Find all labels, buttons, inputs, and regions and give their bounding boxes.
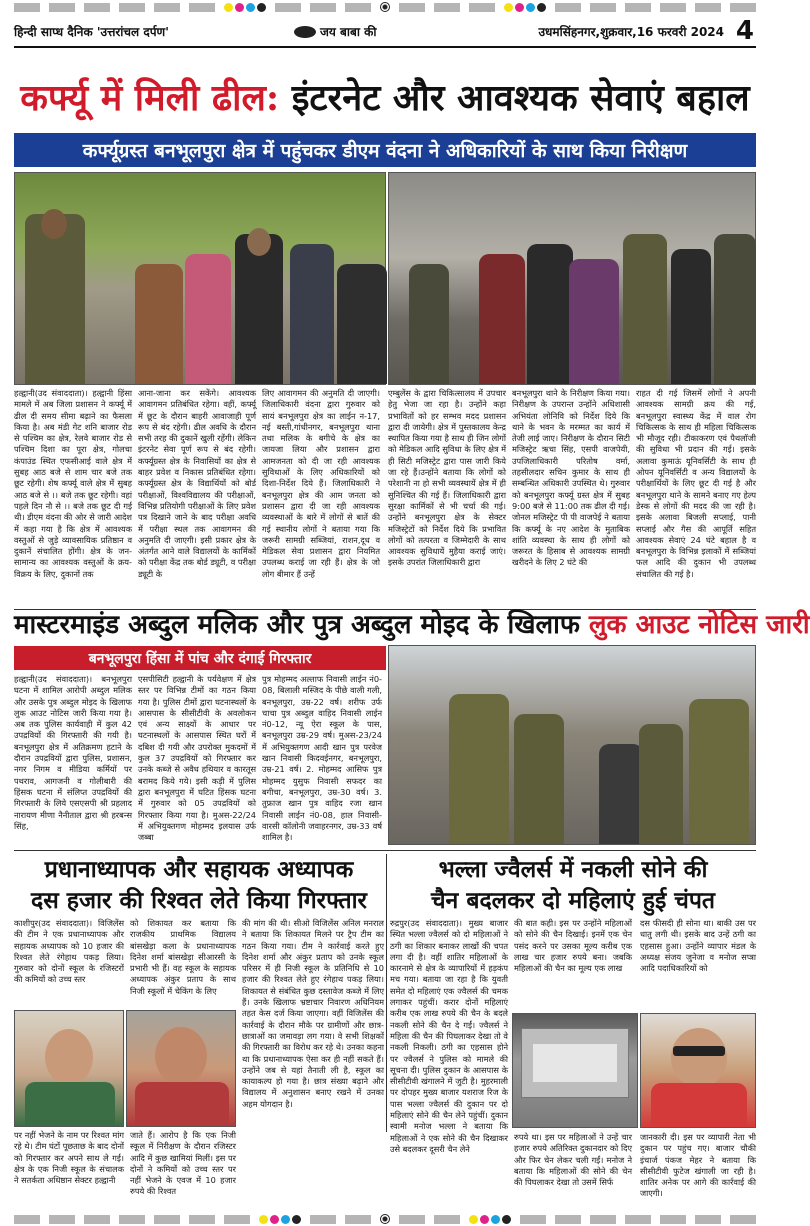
shop-owner-portrait-photo bbox=[640, 1013, 756, 1128]
jewellers-fraud-headline: भल्ला ज्वैलर्स में नकली सोने की चैन बदलकर दो महिलाएं हुई चंपत bbox=[430, 856, 716, 914]
newspaper-name: हिन्दी साप्ध दैनिक 'उत्तरांचल दर्पण' bbox=[14, 24, 169, 39]
registration-mark-icon bbox=[380, 1214, 390, 1224]
lead-body-col-4: एम्बुलेंस के द्वारा चिकित्सालय में उपचार हेतु भेजा जा रहा है। उन्होंने कहा प्रभावितों को हर सम्भव मदद प्रशासन द्वारा दी जायेगी। क्षेत्र में पुस्तकालय केन्द्र स्थापित किया गया है साथ ही जिन लोगों को मेडिकल आदि सुविधा के लिए क्षेत्र में ही सिटी मजिस्ट्रेट द्वारा पास जारी किये जा रहे हैं।उन्होंने बताया कि लोगों को परेशानी ना हो सभी व्यवस्थायें क्षेत्र में ही सुनिश्चित की गई हैं। जिलाधिकारी द्वारा सुरक्षा कार्मिकों से भी चर्चा की गई। उन्होंने बनभूलपुरा क्षेत्र के सेक्टर मजिस्ट्रेटों को निर्देश दिये कि प्रभावित लोगों को तत्परता व जिम्मेदारी के साथ आवश्यक सुविधायें मुहैया कराई जाएं। इसके उपरांत जिलाधिकारी द्वारा bbox=[388, 388, 506, 568]
section-divider bbox=[14, 850, 756, 851]
jewellers-body-col-1: रुद्रपुर(उद संवाददाता)। मुख्य बाजार स्थित भल्ला ज्वैलर्स को दो महिलाओं ने ठगी का शिकार बनाकर लाखों की चपत लगा दी है। वहीं शातिर महिलाओं के कारनामे से क्षेत्र के व्यापारियों में हड़कंप मच गया। बताया जा रहा है कि युवती समेत दो महिलाएं एक ज्वैलर्स की चमक लगाकर पहुंचीं। करार दोनों महिलाएं करीब एक लाख रुपये की चैन के बदले नकली सोने की चैन दे गईं। ज्वैलर्स ने महिला की चैन की पिघलाकर देखा तो वे नकली निकली। ठगी का एहसास होने पर ज्वैलर्स ने पुलिस को मामले की सूचना दी। पुलिस दुकान के आसपास के सीसीटीवी खंगालने में जुटी है। मुहरमाली पर दोपहर मुख्य बाजार यशराज रिज के पास भल्ला ज्वैलर्स की दुकान पर दो महिलाएं सोने की चैन लेने पहुंचीं। दुकान स्वामी मनोज भल्ला ने बताया कि महिलाओं ने एक सोने की चैन दिखाकर उसे बदलकर दूसरी चैन लेने bbox=[390, 918, 508, 1154]
jewellers-body-col-2: की बात कही। इस पर उन्होंने महिलाओं को सोने की चैन दिखाई। इनमें एक चेन पसंद करने पर उसका मूल्य करीब एक लाख चार हजार रुपये बना। जबकि महिलाओं की चैन का मूल्य एक लाख bbox=[514, 918, 632, 974]
bribery-body-col-2: को शिकायत कर बताया कि राजकीय प्राथमिक विद्यालय बांसखेड़ा कला के प्रधानाध्यापक दिनेश शर्मा बांसखेड़ा सीआरसी के प्रभारी भी हैं। वह स्कूल के सहायक अध्यापक अंकुर प्रताप के साथ निजी स्कूलों में चेकिंग के लिए bbox=[130, 918, 236, 996]
column-rule bbox=[386, 854, 387, 1132]
jewellers-body-col-3: दस फीसदी ही सोना था। बाकी उस पर धातु लगी थी। इसके बाद उन्हें ठगी का एहसास हुआ। उन्होंने व्यापार मंडल के अध्यक्ष संजय जुनेजा व मनोज सप्त्रा आदि पदाधिकारियों को bbox=[640, 918, 756, 974]
arrests-body-col-1: हल्द्वानी(उद संवाददाता)। बनभूलपुरा घटना में शामिल आरोपी अब्दुल मलिक और उसके पुत्र अब्दुल मोइद के खिलाफ लुक आउट नोटिस जारी किया गया है। अब तक पुलिस कार्यवाही में कुल 42 उपद्रवियों की गिरफ्तारी की गयी है। बनभूलपुरा क्षेत्र में अतिक्रमण हटाने के दौरान उपद्रवियों द्वारा पुलिस, प्रशासन, नगर निगम व मीडिया कर्मियों पर पथराव, आगजनी व गोलीबारी की हिंसक घटना में संलिप्त उपद्रवियों की गिरफ्तारी के लिये एसएसपी श्री प्रहलाद नारायण मीणा नैनीताल द्वारा श्री हरबन्स सिंह, bbox=[14, 674, 132, 831]
arrests-subheadline: बनभूलपुरा हिंसा में पांच और दंगाई गिरफ्तार bbox=[14, 646, 386, 670]
headmaster-portrait-photo bbox=[14, 1010, 124, 1127]
page-number: 4 bbox=[735, 16, 754, 46]
print-registration-strip bbox=[0, 0, 770, 14]
jewellery-shop-photo bbox=[512, 1013, 638, 1128]
curfew-street-patrol-photo bbox=[388, 645, 756, 845]
dateline: उधमसिंहनगर,शुक्रवार,16 फरवरी 2024 bbox=[538, 24, 724, 39]
lead-subheadline: कर्फ्यूग्रस्त बनभूलपुरा क्षेत्र में पहुंचकर डीएम वंदना ने अधिकारियों के साथ किया निरीक्षण bbox=[14, 133, 756, 167]
assistant-teacher-portrait-photo bbox=[126, 1010, 236, 1127]
lead-body-col-1: हल्द्वानी(उद संवाददाता)। हल्द्वानी हिंसा मामले में अब जिला प्रशासन ने कर्फ्यू में ढील दी समय सीमा बढ़ाने का फैसला किया है। अब मंडी गेट शनि बाजार रोड से पश्चिम का क्षेत्र, रेलवे बाजार रोड से पश्चिम दिशा का पूरा क्षेत्र, गोलचा कंपाउंड स्थित एफसीआई वाले क्षेत्र में सुबह आठ बजे से शाम चार बजे तक छूट रहेगी। शेष कर्फ्यू वाले क्षेत्र में सुबह आठ बजे से ।। बजे तक छूट रहेगी। वहां पहले दिन नौ से ।। बजे तक छूट दी गई थी। डीएम वंदना की ओर से जारी आदेश में कहा गया है कि क्षेत्र में आवश्यक वस्तुओं से जुड़े व्यावसायिक प्रतिष्ठान व दुकानें संचालित होंगी। क्षेत्र के जन-सामान्य का आवश्यक वस्तुओं के क्रय-विक्रय के लिए, दुकानों तक bbox=[14, 388, 132, 579]
page-masthead bbox=[14, 16, 756, 48]
jewellers-body-col-2-cont: रुपये था। इस पर महिलाओं ने उन्हें चार हजार रुपये अतिरिक्त दुकानदार को दिए और फिर चेन लेकर चली गईं। मनोज ने बताया कि महिलाओं की सोने की चेन की पिघलाकर देखा तो उसमें सिर्फ bbox=[514, 1132, 632, 1188]
registration-mark-icon bbox=[380, 2, 390, 12]
arrests-body-col-3: पुत्र मोहम्मद अल्ताफ निवासी लाईन नं0-08, बिलाली मस्जिद के पीछे वाली गली, बनभूलपुरा, उम्र-22 वर्ष। शरीफ उर्फ चाचा पुत्र अब्दुल वाहिद निवासी लाईन नं0-12, न्यू ऐरा स्कूल के पास, बनभूलपुरा उम्र-29 वर्ष। मुअस-23/24 में अभियुक्तगण आदी खान पुत्र परवेज खान निवासी किदवईनगर, बनभूलपुरा, उम्र-21 वर्ष। 2. मोहम्मद आसिफ पुत्र मोहम्मद युसुफ निवासी सफदर का बगीचा, बनभूलपुरा, उम्र-30 वर्ष। 3. तुफ्राज खान पुत्र वाहिद रजा खान निवासी लाईन नं0-08, हाल निवासी-वारसी कॉलोनी जवाहरनगर, उम्र-33 वर्ष शामिल है। bbox=[262, 674, 382, 843]
deity-logo-icon bbox=[294, 26, 316, 38]
bribery-headline: प्रधानाध्यापक और सहायक अध्यापक दस हजार की रिश्वत लेते किया गिरफ्तार bbox=[31, 856, 367, 914]
bribery-body-col-2-cont: जाते हैं। आरोप है कि एक निजी स्कूल में निरीक्षण के दौरान रजिस्टर आदि में कुछ खामियां मिलीं। इस पर दोनों ने कमियों को उच्च स्तर पर नहीं भेजने के एवज में 10 हजार रुपये की रिश्वत bbox=[130, 1130, 236, 1197]
jewellers-body-col-3-cont: जानकारी दी। इस पर व्यापारी नेता भी दुकान पर पहुंच गए। बाजार चौकी इंचार्ज पंकज मेहर ने बताया कि सीसीटीवी फुटेज खंगाली जा रही है। शातिर अनेक पर आगे की कार्रवाई की जाएगी। bbox=[640, 1132, 756, 1199]
dm-inspection-photo-left bbox=[14, 172, 386, 385]
dm-inspection-photo-right bbox=[388, 172, 756, 385]
arrests-body-col-2: एसपीसिटी हल्द्वानी के पर्यवेक्षण में क्षेत्र स्तर पर विभिन्न टीमों का गठन किया गया है। पुलिस टीमों द्वारा घटनास्थलों के आसपास के सीसीटीवी के अवलोकन एवं अन्य साक्ष्यों के आधार पर घटनास्थलों के आसपास स्थित घरों में दबिश दी गयी और उपरोक्त मुकदमों में कुल 37 उपद्रवियों को गिरफ्तार कर उनके कब्जे से अवैध हथियार व कारतूस बरामद किये गये। इसी कड़ी में पुलिस द्वारा बनभूलपुरा में घटित हिंसक घटना में गुरुवार को 05 उपद्रवियों को गिरफ्तार किया गया है। मुअस-22/24 में अभियुक्तगण मोहम्मद इलयास उर्फ जब्बा bbox=[138, 674, 256, 843]
bribery-body-col-3: की मांग की थी। सीओ विजिलेंस अनिल मनराल ने बताया कि शिकायत मिलने पर ट्रैप टीम का गठन किया गया। टीम ने कार्रवाई करते हुए दिनेश शर्मा और अंकुर प्रताप को उनके स्कूल परिसर में ही निजी स्कूल के प्रतिनिधि से 10 हजार की रिश्वत लेते हुए रंगेहाथ पकड़ लिया। शिकायत से संबंधित कुछ दस्तावेज कब्जे में लिए हैं। उनके खिलाफ भ्रष्टाचार निवारण अधिनियम तहत केस दर्ज किया जाएगा। वहीं विजिलेंस की कार्रवाई के दौरान मौके पर ग्रामीणों और छात्र-छात्राओं का जमावड़ा लग गया। वे सभी शिक्षकों की गिरफ्तारी का विरोध कर रहे थे। उनका कहना था कि प्रधानाध्यापक ऐसा कर ही नहीं सकते हैं। उन्होंने जब से यहां तैनाती ली है, स्कूल का कायाकल्प हो गया है। छात्र संख्या बढ़ाने और विद्यालय में अनुशासन बनाए रखने में उनका अहम योगदान है। bbox=[242, 918, 384, 1109]
bribery-body-col-1-cont: पर नहीं भेजने के नाम पर रिश्वत मांग रहे थे। टीम घंटों पूछताछ के बाद दोनों को गिरफ्तार कर अपने साथ ले गई। क्षेत्र के एक निजी स्कूल के संचालक ने सतर्कता अधिष्ठान सेक्टर हल्द्वानी bbox=[14, 1130, 124, 1186]
lead-body-col-6: राहत दी गई जिसमें लोगों ने अपनी आवश्यक सामग्री क्रय की गई, बनभूलपुरा स्वास्थ्य केंद्र में वाल रोग चिकित्सक के साथ ही महिला चिकित्सक भी मौजूद रही। टीकाकरण एवं पैथलॉजी की सुविधा भी प्रदान की गई। इसके अलावा कुमाऊं यूनिवर्सिटी के साथ ही ओपन यूनिवर्सिटी व अन्य विद्यालयों के परीक्षार्थियों के लिए छूट दी गई है और बनभूलपुरा थाने के सामने बनाए गए हेल्प डेस्क से लोगों की मदद की जा रही है। इसके अलावा बिजली सप्लाई, पानी सप्लाई और गैस की आपूर्ति सहित आवश्यक सेवाएं 24 घंटे बहाल है व बनभूलपुरा के विभिन्न इलाकों में सब्जियां फल आदि की दुकान भी उपलब्ध संचालित की गई है। bbox=[636, 388, 756, 579]
lead-body-col-2: आना-जाना कर सकेंगे। आवश्यक आवागमन प्रतिबंधित रहेगा। वहीं, कर्फ्यू में छूट के दौरान बाहरी आवाजाही पूर्ण रूप से बंद रहेगी। ढील अवधि के दौरान सभी तरह की दुकानें खुली रहेंगी। लेकिन इंटरनेट सेवा पूर्ण रूप से बंद रहेगी। कर्फ्यूग्रस्त क्षेत्र के निवासियों का क्षेत्र से बाहर प्रवेश व निकास प्रतिबंधित रहेगा। कर्फ्यूग्रस्त क्षेत्र के विद्यार्थियों को बोर्ड परीक्षाओं, विश्वविद्यालय की परीक्षाओं, विभिन्न प्रतियोगी परीक्षाओं के लिए प्रवेश पत्र दिखाने जाने के बाद परीक्षा अवधि में परीक्षा स्थल तक आवागमन की अनुमति दी जाएगी। इसी प्रकार क्षेत्र के अंतर्गत आने वाले विद्यालयों के कार्मिकों को परीक्षा केंद्र तक बोर्ड ड्यूटी, व परीक्षा ड्यूटी के bbox=[138, 388, 256, 579]
masthead-slogan: जय बाबा की bbox=[254, 23, 496, 40]
lead-body-col-3: लिए आवागमन की अनुमति दी जाएगी। जिलाधिकारी वंदना द्वारा गुरुवार को सायं बनभूलपुरा क्षेत्र का लाईन न-17, नई बस्ती,गांधीनगर, बनभूलपुरा थाना तथा मलिक के बगीचे के क्षेत्र का जायजा लिया और प्रशासन द्वारा आमजनता को दी जा रही आवश्यक सुविधाओं के लिए अधिकारियों को दिशा-निर्देश दिये हैं। जिलाधिकारी ने बनभूलपुरा क्षेत्र की आम जनता को प्रशासन द्वारा दी जा रही आवश्यक व्यवस्थाओं के बारे में लोगों से बातें की गई स्थानीय लोगों ने बताया गया कि जरूरी सामग्री सब्जियां, राशन,दूध व मेडिकल सेवा प्रशासन द्वारा नियमित उपलब्ध कराई जा रही हैं। क्षेत्र के जो लोग बीमार हैं उन्हें bbox=[262, 388, 380, 579]
lead-body-col-5: बनभूलपुरा थाने के निरीक्षण किया गया। निरीक्षण के उपरान्त उन्होंने अधिशासी अभियंता लोनिवि को निर्देश दिये कि थाने के भवन के मरम्मत का कार्य में तेजी लाई जाए। निरीक्षण के दौरान सिटी मजिस्ट्रेट ऋचा सिंह, एसपी वाजपेयी, उपजिलाधिकारी परितोष वर्मा, तहसीलदार सचिन कुमार के साथ ही सम्बन्धित अधिकारी उपस्थित थे। गुरुवार को बनभूलपुरा कर्फ्यू ग्रस्त क्षेत्र में सुबह 9:00 बजे से 11:00 तक ढील दी गई। जोनल मजिस्ट्रेट पी पी वाजपेई ने बताया कि कर्फ्यू के नए आदेश के मुताबिक शांति व्यवस्था के साथ ही लोगों को जरूरत के हिसाब से आवश्यक सामग्री खरीदने के लिए 2 घंटे की bbox=[512, 388, 630, 568]
lead-headline: कर्फ्यू में मिली ढील: इंटरनेट और आवश्यक सेवाएं बहाल bbox=[20, 77, 750, 119]
bribery-body-col-1: काशीपुर(उद संवाददाता)। विजिलेंस की टीम ने एक प्रधानाध्यापक और सहायक अध्यापक को 10 हजार की रिश्वत लेते रंगेहाथ पकड़ लिया। गुरुवार को दोनों स्कूल के रजिस्टरों की कमियों को उच्च स्तर bbox=[14, 918, 124, 985]
lookout-notice-headline: मास्टरमाइंड अब्दुल मलिक और पुत्र अब्दुल मोइद के खिलाफ लुक आउट नोटिस जारी bbox=[14, 610, 810, 640]
print-registration-strip-bottom bbox=[0, 1212, 770, 1226]
